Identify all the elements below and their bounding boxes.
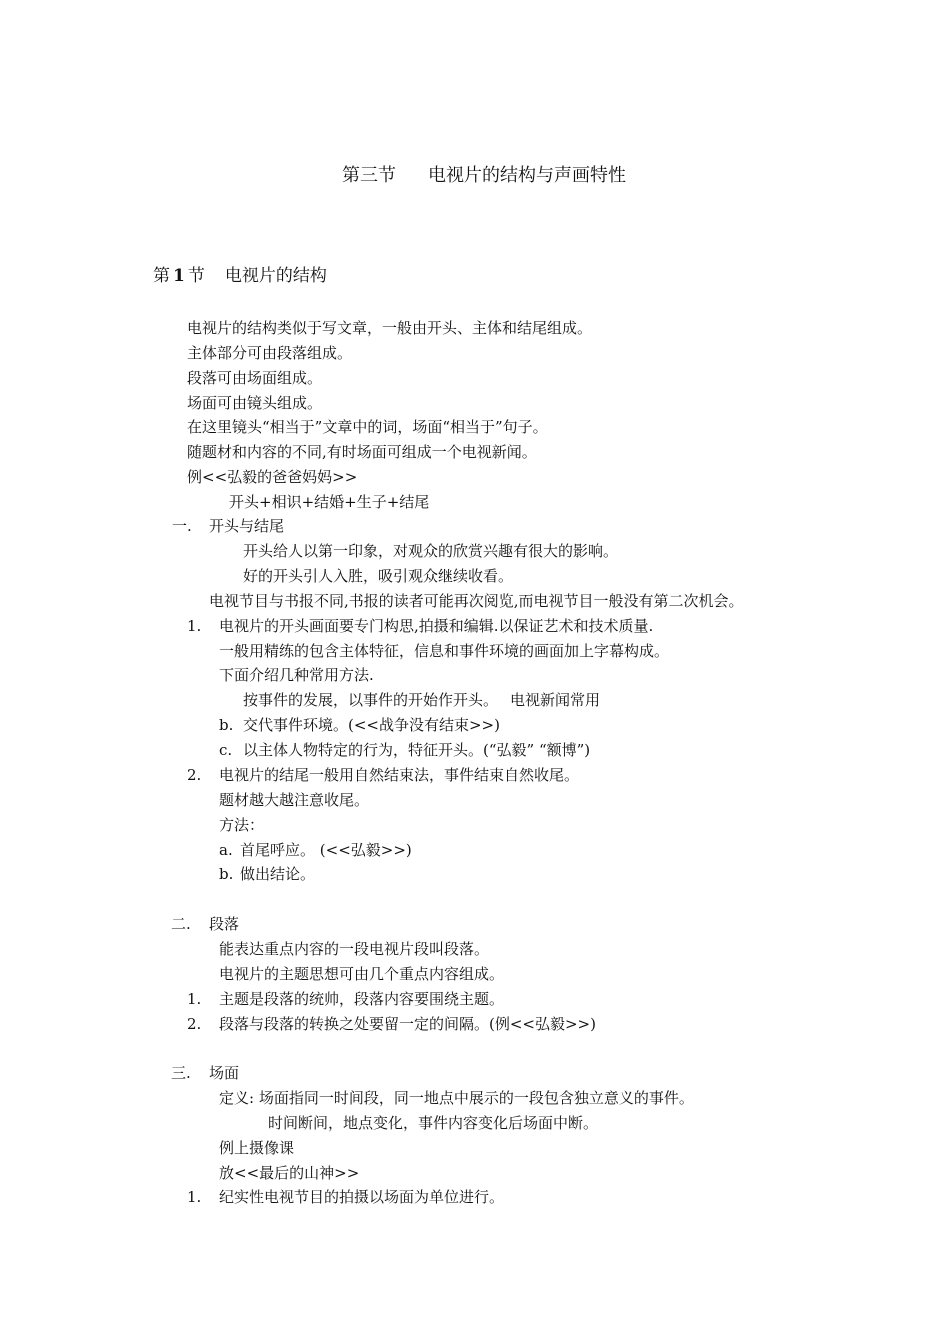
- part3-item1-number: 1.: [187, 1188, 202, 1206]
- part2-item1-text: 主题是段落的统帅，段落内容要围绕主题。: [219, 990, 505, 1008]
- part1-item1-text: 电视片的开头画面要专门构思,拍摄和编辑.以保证艺术和技术质量.: [219, 617, 654, 635]
- method-b-label: b.: [219, 716, 234, 734]
- method-a-note: 电视新闻常用: [510, 691, 601, 709]
- part3-heading: 场面: [209, 1064, 240, 1082]
- intro-line: 在这里镜头“相当于”文章中的词，场面“相当于”句子。: [187, 418, 548, 436]
- part3-item1-text: 纪实性电视节目的拍摄以场面为单位进行。: [219, 1188, 505, 1206]
- part3-line: 放<<最后的山神>>: [219, 1164, 360, 1182]
- part1-heading: 开头与结尾: [209, 517, 285, 535]
- part1-item2-line: 方法：: [219, 816, 265, 834]
- part2-number: 二.: [171, 915, 191, 933]
- part3-definition: 定义: 场面指同一时间段，同一地点中展示的一段包含独立意义的事件。: [219, 1089, 694, 1107]
- sub-a-text: 首尾呼应。 (<<弘毅>>): [240, 841, 412, 859]
- intro-line: 场面可由镜头组成。: [187, 394, 323, 412]
- part1-line: 开头给人以第一印象，对观众的欣赏兴趣有很大的影响。: [243, 542, 619, 560]
- method-c-text: 以主体人物特定的行为，特征开头。(“弘毅” “额博”): [243, 741, 591, 759]
- method-a-text: 按事件的发展，以事件的开始作开头。: [243, 691, 499, 709]
- intro-line: 开头+相识+结婚+生子+结尾: [229, 493, 430, 511]
- part1-line: 电视节目与书报不同,书报的读者可能再次阅览,而电视节目一般没有第二次机会。: [209, 592, 744, 610]
- part3-definition-cont: 时间断间，地点变化，事件内容变化后场面中断。: [268, 1114, 599, 1132]
- part1-number: 一.: [172, 517, 192, 535]
- part1-item2-number: 2.: [187, 766, 202, 784]
- section-number: 1: [173, 266, 185, 286]
- part2-line: 电视片的主题思想可由几个重点内容组成。: [219, 965, 505, 983]
- part1-line: 好的开头引人入胜，吸引观众继续收看。: [243, 567, 514, 585]
- intro-line: 段落可由场面组成。: [187, 369, 323, 387]
- section-heading: [153, 265, 327, 287]
- part2-item2-number: 2.: [187, 1015, 202, 1033]
- intro-line: 随题材和内容的不同,有时场面可组成一个电视新闻。: [187, 443, 537, 461]
- section-prefix: 第: [153, 266, 170, 286]
- part3-line: 例上摄像课: [219, 1139, 295, 1157]
- sub-b-text: 做出结论。: [240, 865, 316, 883]
- part1-item2-text: 电视片的结尾一般用自然结束法，事件结束自然收尾。: [219, 766, 580, 784]
- title-text: 电视片的结构与声画特性: [428, 165, 626, 186]
- method-b-text: 交代事件环境。(<<战争没有结束>>): [243, 716, 500, 734]
- intro-line: 电视片的结构类似于写文章，一般由开头、主体和结尾组成。: [187, 319, 593, 337]
- page-title: [342, 165, 626, 187]
- part2-line: 能表达重点内容的一段电视片段叫段落。: [219, 940, 490, 958]
- sub-b-label: b.: [219, 865, 234, 883]
- method-c-label: c.: [219, 741, 233, 759]
- section-text: 电视片的结构: [224, 266, 327, 286]
- part3-number: 三.: [171, 1064, 191, 1082]
- part1-item1-line: 一般用精练的包含主体特征，信息和事件环境的画面加上字幕构成。: [219, 642, 670, 660]
- sub-a-label: a.: [219, 841, 233, 859]
- part2-item2-text: 段落与段落的转换之处要留一定的间隔。(例<<弘毅>>): [219, 1015, 596, 1033]
- part1-item1-line: 下面介绍几种常用方法.: [219, 666, 374, 684]
- part1-item2-line: 题材越大越注意收尾。: [219, 791, 370, 809]
- section-label: 节: [187, 266, 205, 286]
- part2-heading: 段落: [209, 915, 240, 933]
- method-a: [243, 691, 600, 709]
- intro-line: 例<<弘毅的爸爸妈妈>>: [187, 468, 358, 486]
- title-label: 第三节: [342, 165, 396, 186]
- intro-line: 主体部分可由段落组成。: [187, 344, 353, 362]
- part2-item1-number: 1.: [187, 990, 202, 1008]
- part1-item1-number: 1.: [187, 617, 202, 635]
